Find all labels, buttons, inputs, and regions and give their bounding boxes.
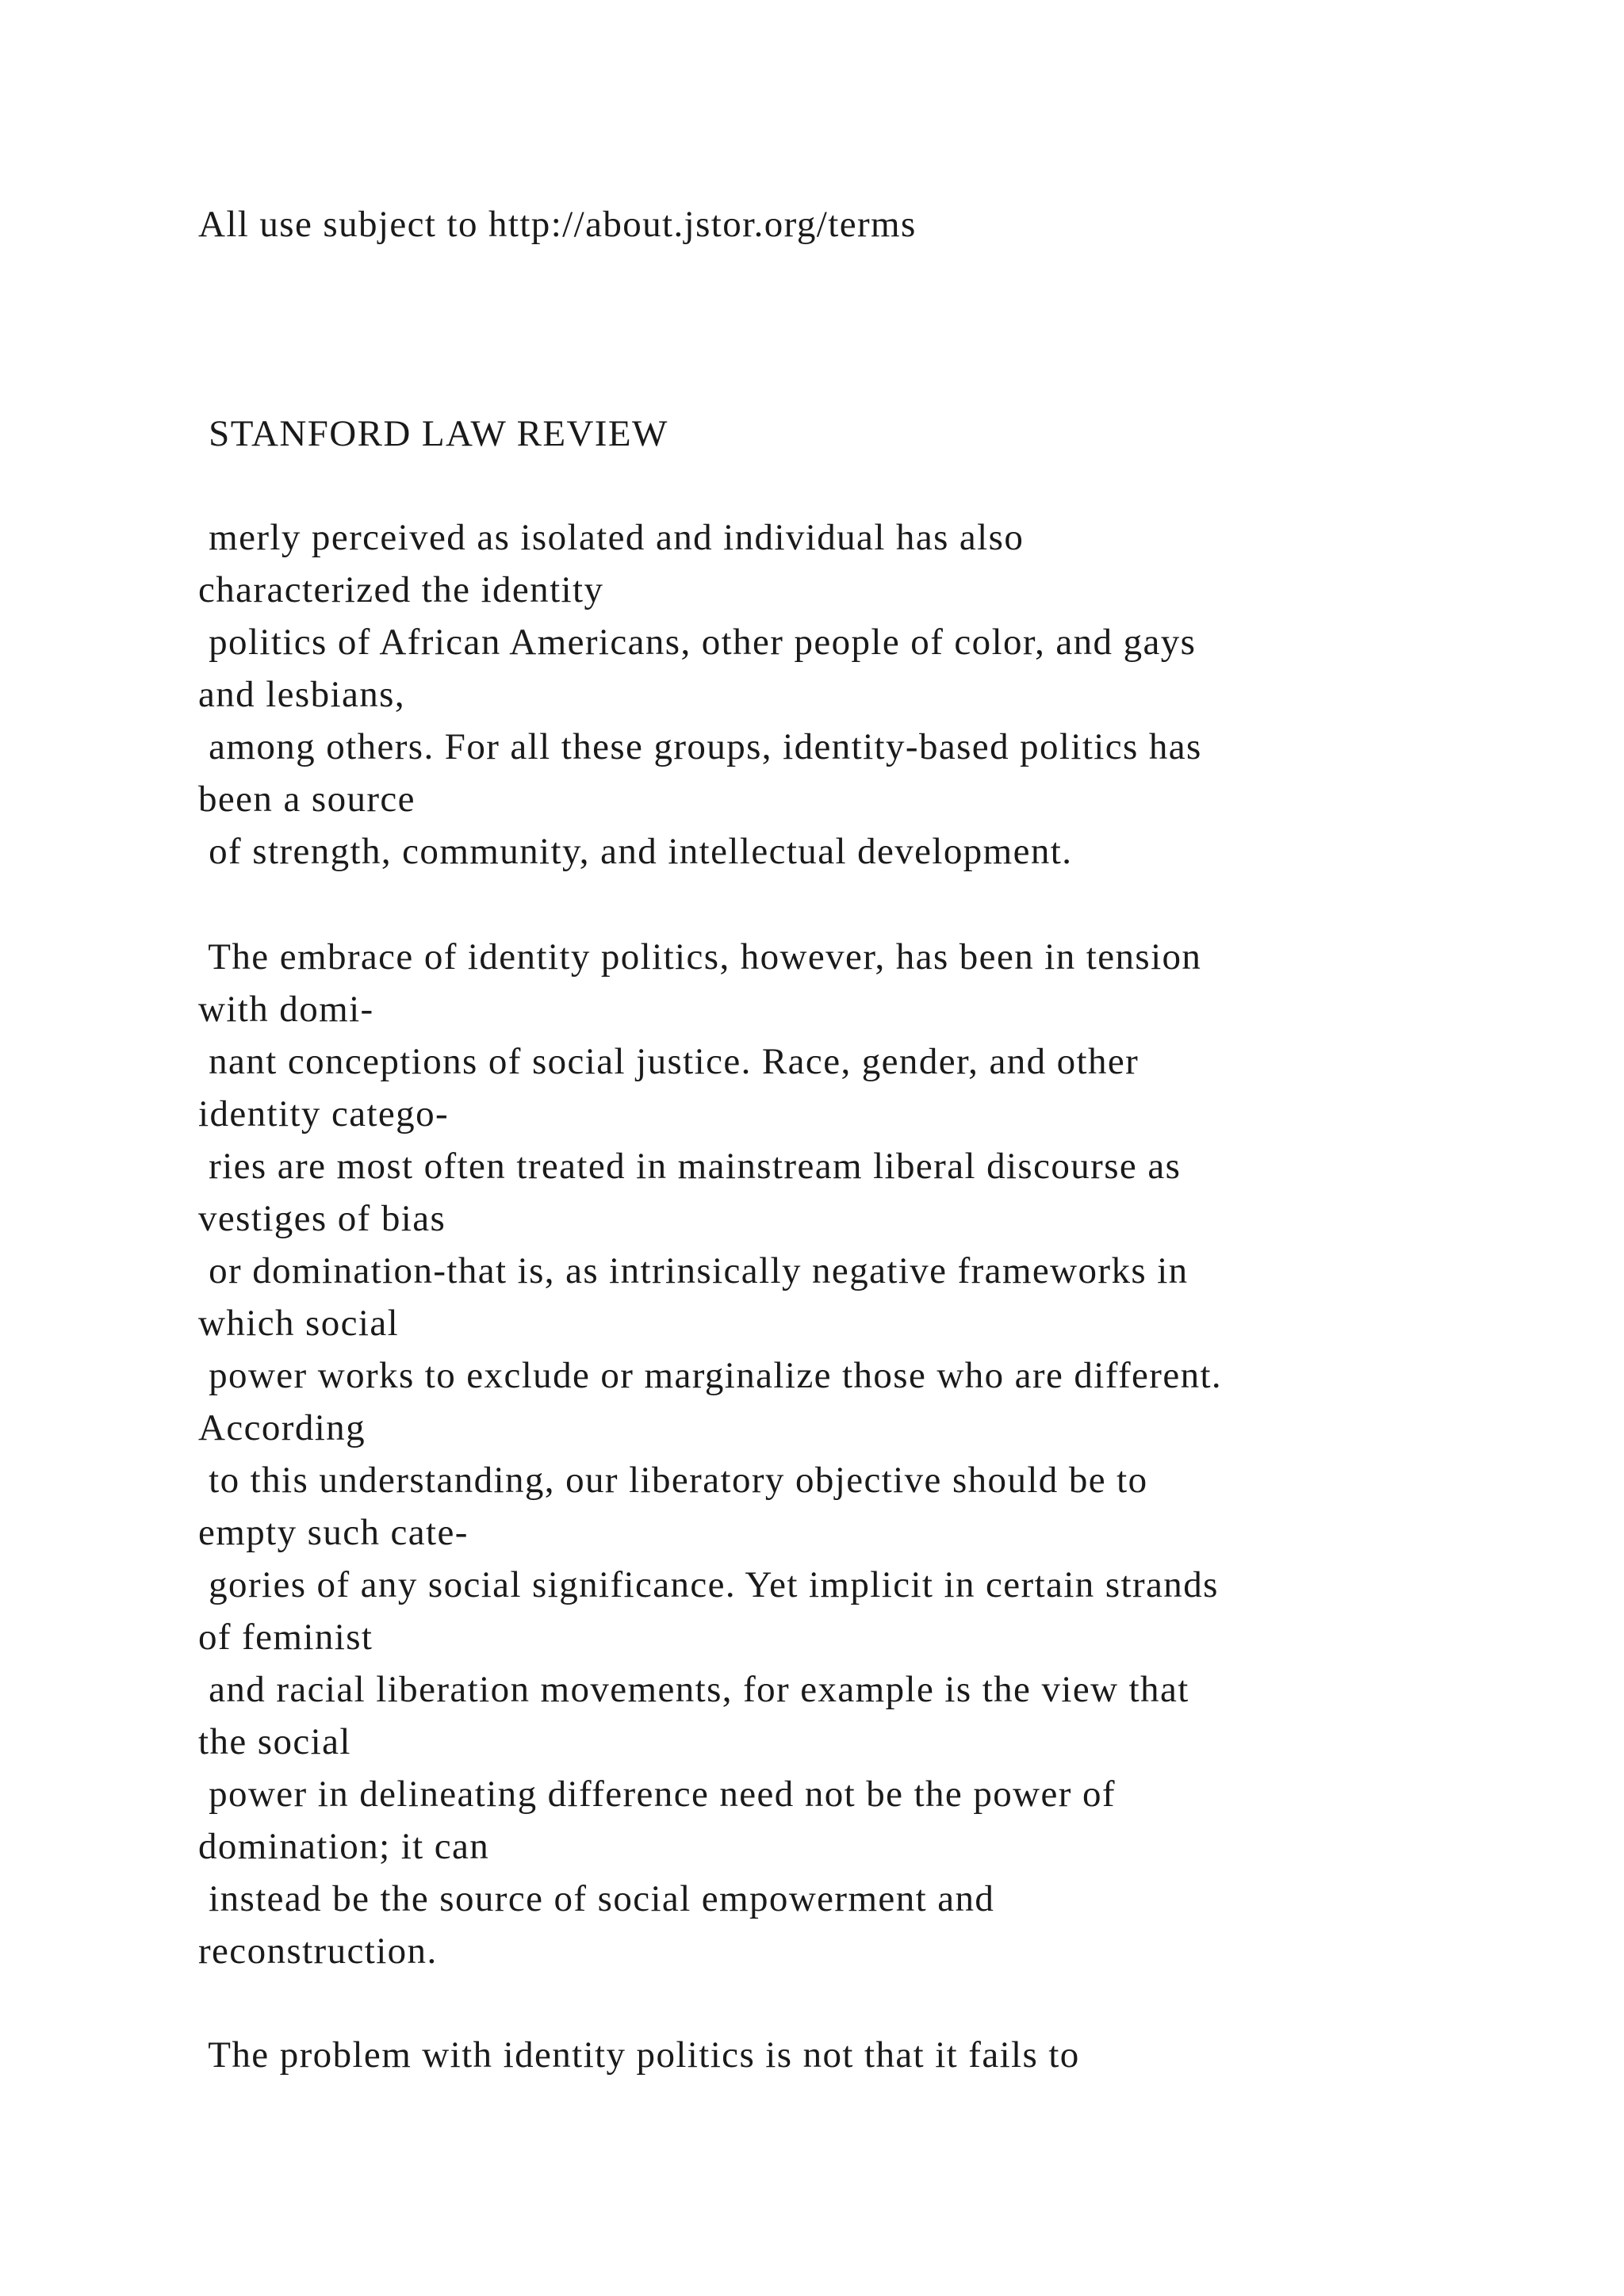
paragraph-3-line-1: The problem with identity politics is not that it fails to (198, 2034, 1080, 2076)
paragraph-1-line-3: politics of African Americans, other people of color, and gays (198, 622, 1197, 663)
paragraph-2-line-12: empty such cate- (198, 1512, 469, 1553)
paragraph-2-line-18: domination; it can (198, 1826, 490, 1867)
paragraph-2-line-10: According (198, 1407, 366, 1448)
paragraph-1-line-6: been a source (198, 779, 416, 820)
paragraph-2-line-3: nant conceptions of social justice. Race, gender, and other (198, 1041, 1139, 1082)
jstor-terms-line: All use subject to http://about.jstor.org/terms (198, 204, 917, 245)
paragraph-1-line-2: characterized the identity (198, 569, 604, 610)
paragraph-2-line-13: gories of any social significance. Yet implicit in certain strands (198, 1564, 1219, 1605)
paragraph-2-line-2: with domi- (198, 989, 374, 1030)
paragraph-2-line-4: identity catego- (198, 1093, 450, 1135)
paragraph-2-line-7: or domination-that is, as intrinsically negative frameworks in (198, 1250, 1189, 1292)
paragraph-2-line-1: The embrace of identity politics, however, has been in tension (198, 936, 1202, 978)
paragraph-2-line-14: of feminist (198, 1617, 373, 1658)
paragraph-2-line-6: vestiges of bias (198, 1198, 446, 1239)
paragraph-2-line-9: power works to exclude or marginalize those who are different. (198, 1355, 1223, 1396)
paragraph-2-line-11: to this understanding, our liberatory objective should be to (198, 1460, 1148, 1501)
running-head: STANFORD LAW REVIEW (198, 413, 668, 454)
paragraph-2-line-8: which social (198, 1303, 400, 1344)
paragraph-2-line-20: reconstruction. (198, 1931, 438, 1972)
paragraph-2-line-16: the social (198, 1721, 351, 1762)
paragraph-1-line-7: of strength, community, and intellectual development. (198, 831, 1073, 872)
paragraph-1-line-4: and lesbians, (198, 674, 405, 715)
paragraph-1-line-5: among others. For all these groups, identity-based politics has (198, 726, 1202, 767)
paragraph-2-line-19: instead be the source of social empowerment and (198, 1878, 995, 1919)
paragraph-2-line-15: and racial liberation movements, for example is the view that (198, 1669, 1189, 1710)
paragraph-2-line-17: power in delineating difference need not be the power of (198, 1774, 1116, 1815)
paragraph-1-line-1: merly perceived as isolated and individual has also (198, 517, 1025, 558)
paragraph-2-line-5: ries are most often treated in mainstream liberal discourse as (198, 1146, 1182, 1187)
